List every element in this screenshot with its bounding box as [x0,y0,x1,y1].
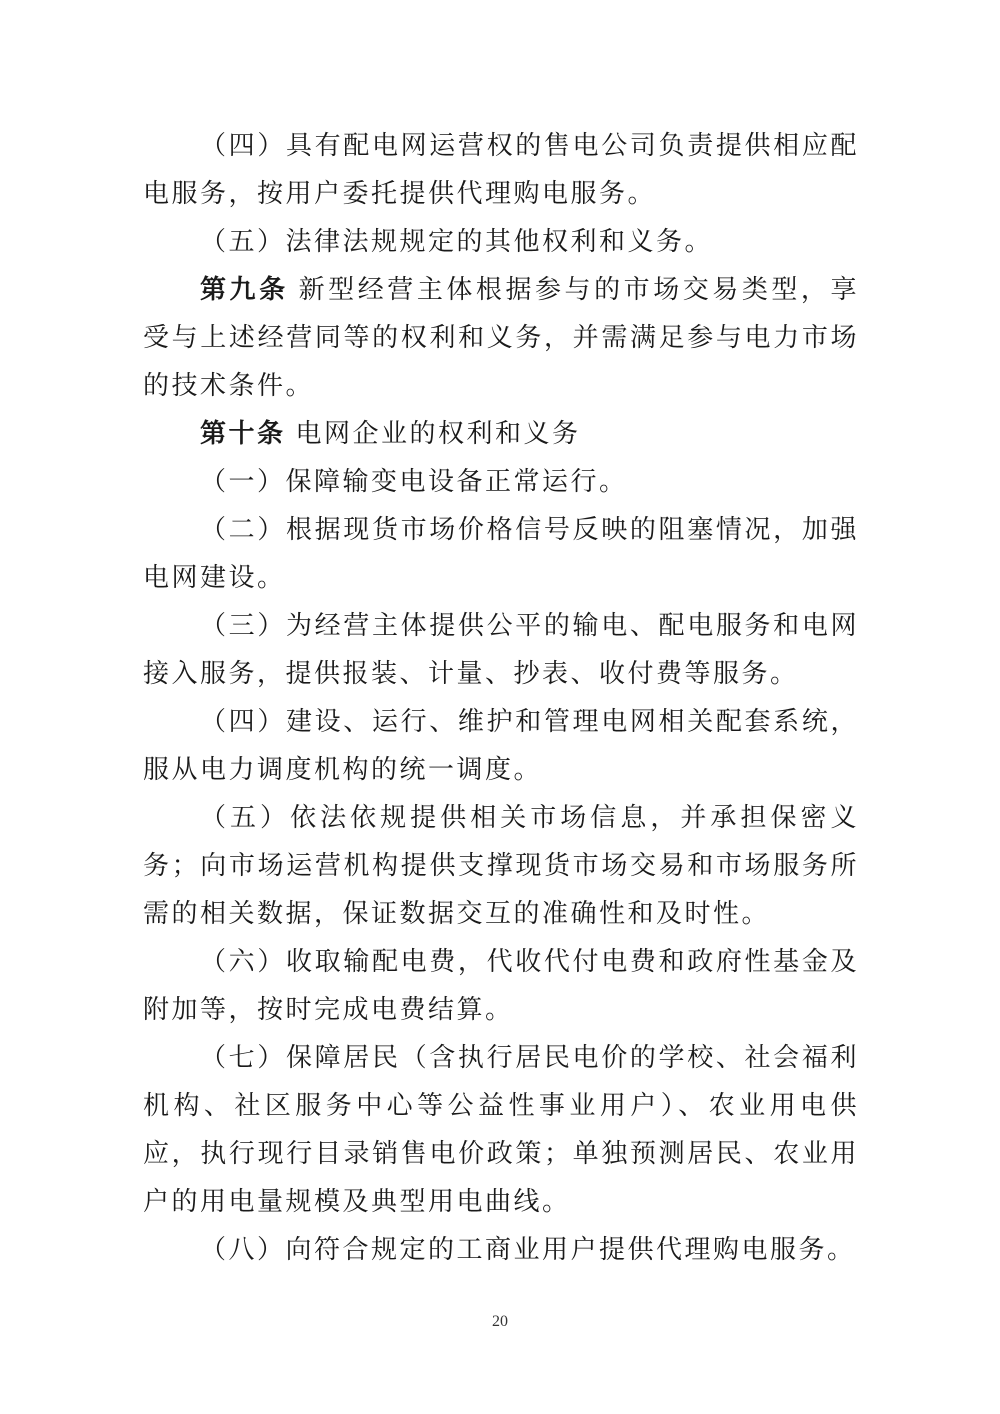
paragraph [143,698,859,794]
paragraph [143,794,859,938]
paragraph [143,602,859,698]
paragraph-text: （一）保障输变电设备正常运行。 [200,467,628,497]
paragraph-text: （六）收取输配电费，代收代付电费和政府性基金及附加等，按时完成电费结算。 [143,947,859,1025]
article-heading: 第十条 [200,419,286,449]
paragraph-text: （五）依法依规提供相关市场信息，并承担保密义务；向市场运营机构提供支撑现货市场交易和市场服务所需的相关数据，保证数据交互的准确性和及时性。 [143,803,859,929]
paragraph [143,938,859,1034]
paragraph-text: （四）具有配电网运营权的售电公司负责提供相应配电服务，按用户委托提供代理购电服务。 [143,131,859,209]
body-text [143,122,859,1274]
paragraph [143,410,859,458]
paragraph-text: （七）保障居民（含执行居民电价的学校、社会福利机构、社区服务中心等公益性事业用户）、农业用电供应，执行现行目录销售电价政策；单独预测居民、农业用户的用电量规模及典型用电曲线。 [143,1043,859,1217]
article-heading: 第九条 [200,275,289,305]
paragraph [143,458,859,506]
paragraph [143,266,859,410]
paragraph-text: 电网企业的权利和义务 [295,419,581,449]
paragraph [143,122,859,218]
paragraph [143,506,859,602]
page-number: 20 [492,1313,508,1330]
paragraph-text: （四）建设、运行、维护和管理电网相关配套系统，服从电力调度机构的统一调度。 [143,707,859,785]
paragraph-text: （五）法律法规规定的其他权利和义务。 [200,227,714,257]
paragraph [143,1226,859,1274]
paragraph [143,1034,859,1226]
paragraph-text: （三）为经营主体提供公平的输电、配电服务和电网接入服务，提供报装、计量、抄表、收付费等服务。 [143,611,859,689]
paragraph-text: （二）根据现货市场价格信号反映的阻塞情况，加强电网建设。 [143,515,859,593]
paragraph-text: 新型经营主体根据参与的市场交易类型，享受与上述经营同等的权利和义务，并需满足参与电力市场的技术条件。 [143,275,859,401]
paragraph [143,218,859,266]
paragraph-text: （八）向符合规定的工商业用户提供代理购电服务。 [200,1235,856,1265]
